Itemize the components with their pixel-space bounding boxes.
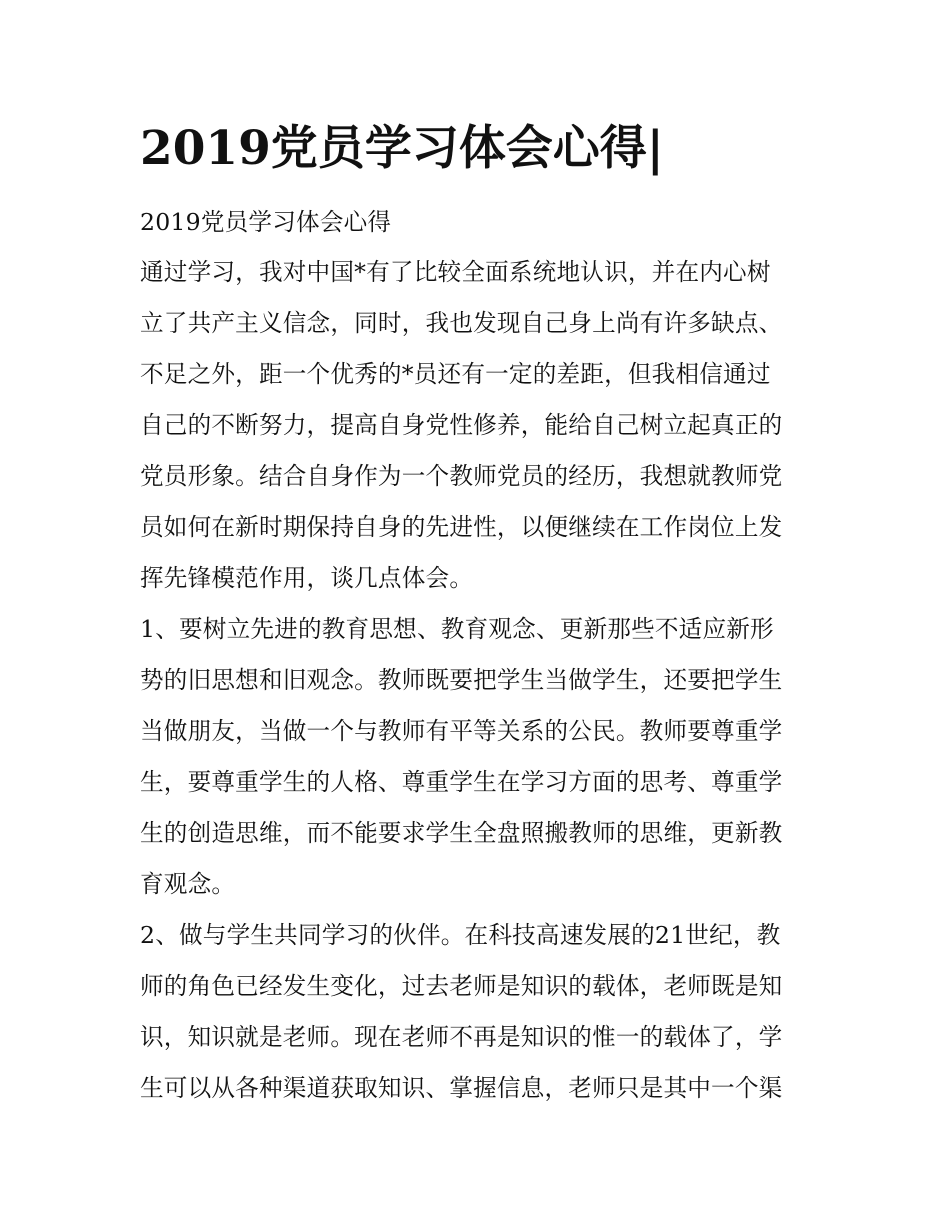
paragraph-line: 自己的不断努力，提高自身党性修养，能给自己树立起真正的 (140, 411, 783, 439)
paragraph-line: 挥先锋模范作用，谈几点体会。 (140, 564, 474, 592)
document-body (140, 197, 820, 1114)
paragraph-line: 2、做与学生共同学习的伙伴。在科技高速发展的21世纪，教 (140, 921, 781, 949)
paragraph-line: 势的旧思想和旧观念。教师既要把学生当做学生，还要把学生 (140, 666, 783, 694)
document-subtitle: 2019党员学习体会心得 (140, 208, 392, 236)
paragraph-line: 通过学习，我对中国*有了比较全面系统地认识，并在内心树 (140, 258, 771, 286)
paragraph-line: 立了共产主义信念，同时，我也发现自己身上尚有许多缺点、 (140, 309, 783, 337)
paragraph-line: 当做朋友，当做一个与教师有平等关系的公民。教师要尊重学 (140, 717, 783, 745)
paragraph-line: 师的角色已经发生变化，过去老师是知识的载体，老师既是知 (140, 972, 783, 1000)
paragraph-line: 员如何在新时期保持自身的先进性，以便继续在工作岗位上发 (140, 513, 783, 541)
paragraph-line: 不足之外，距一个优秀的*员还有一定的差距，但我相信通过 (140, 360, 771, 388)
paragraph-line: 党员形象。结合自身作为一个教师党员的经历，我想就教师党 (140, 462, 783, 490)
paragraph-line: 生，要尊重学生的人格、尊重学生在学习方面的思考、尊重学 (140, 768, 783, 796)
paragraph-line: 识，知识就是老师。现在老师不再是知识的惟一的载体了，学 (140, 1023, 783, 1051)
paragraph-line: 1、要树立先进的教育思想、教育观念、更新那些不适应新形 (140, 615, 774, 643)
paragraph-line: 育观念。 (140, 870, 236, 898)
paragraph-line: 生可以从各种渠道获取知识、掌握信息，老师只是其中一个渠 (140, 1074, 783, 1102)
document-title: 2019党员学习体会心得| (140, 121, 664, 176)
paragraph-line: 生的创造思维，而不能要求学生全盘照搬教师的思维，更新教 (140, 819, 783, 847)
